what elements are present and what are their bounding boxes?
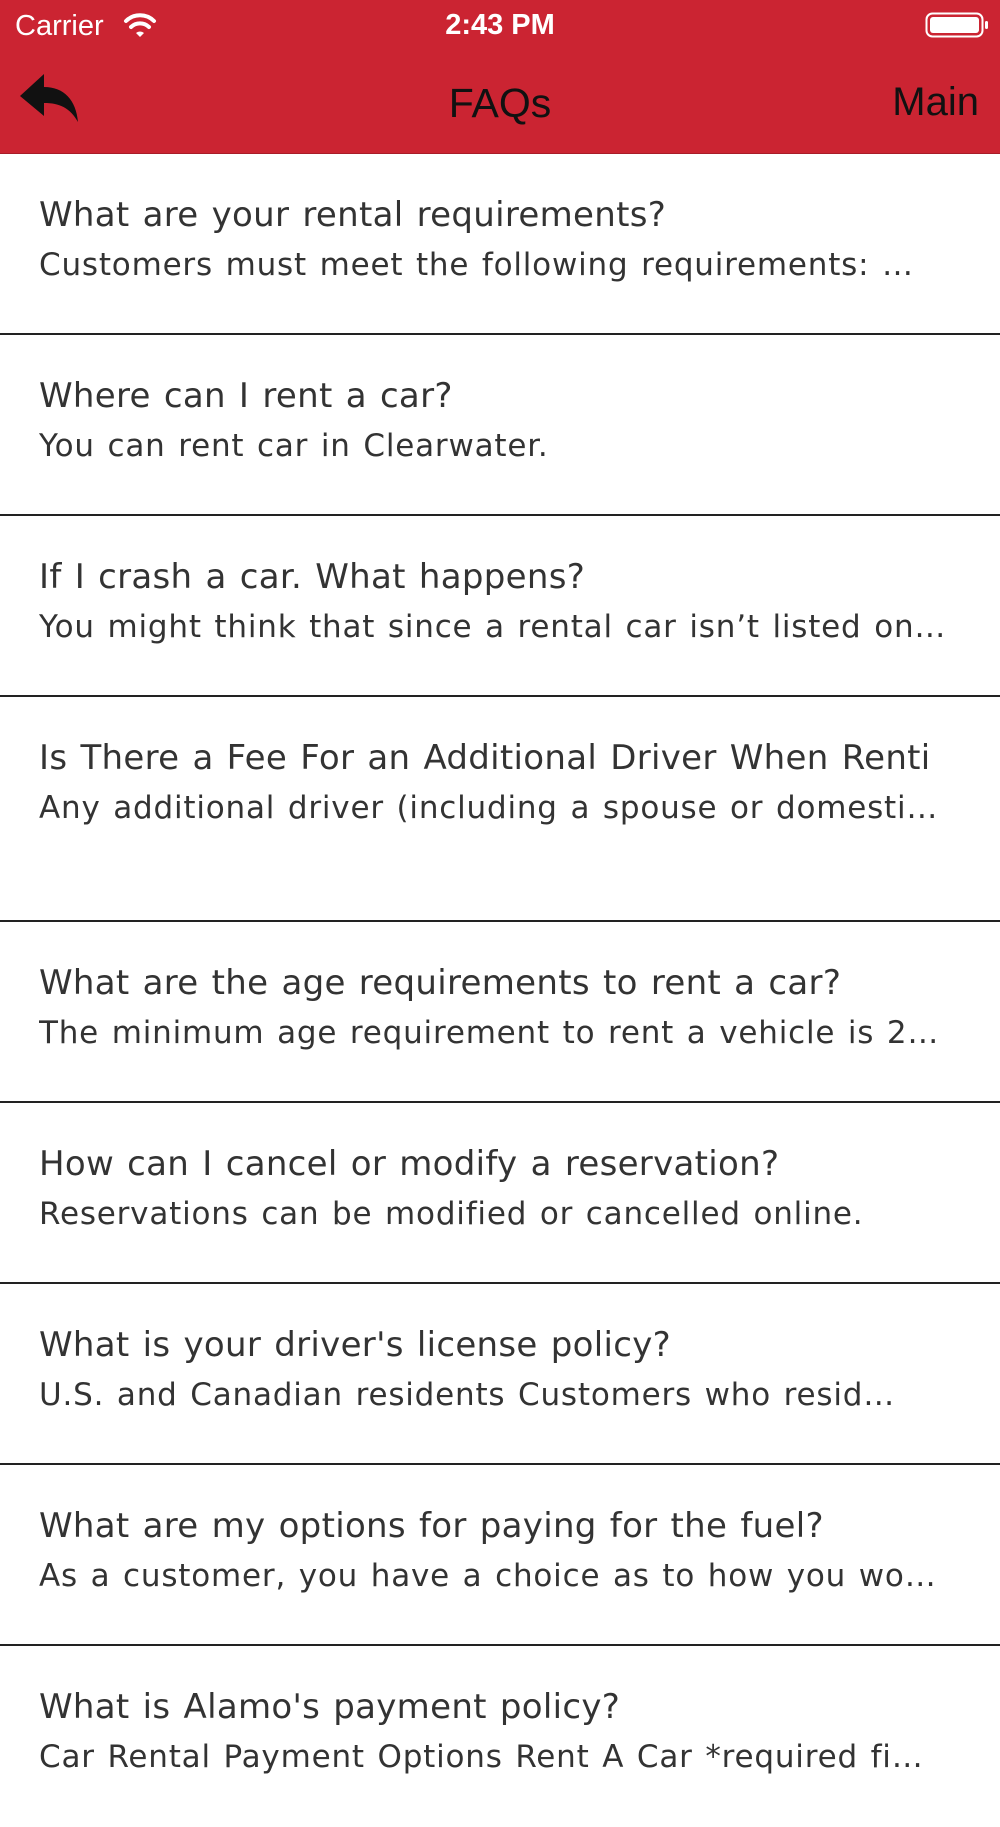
faq-answer-preview: U.S. and Canadian residents Customers who resid… [39, 1377, 896, 1413]
battery-full-icon [925, 12, 989, 38]
faq-answer-preview: As a customer, you have a choice as to how you wo… [39, 1558, 937, 1594]
faq-question: If I crash a car. What happens? [39, 557, 586, 597]
status-bar [0, 0, 1000, 52]
navigation-header [0, 0, 1000, 154]
faq-answer-preview: Car Rental Payment Options Rent A Car *required fi… [39, 1739, 924, 1775]
faq-answer-preview: Reservations can be modified or cancelled online. [39, 1196, 864, 1232]
faq-question: Is There a Fee For an Additional Driver When Renti [39, 738, 931, 778]
back-button[interactable] [14, 70, 86, 130]
faq-answer-preview: Customers must meet the following requirements: … [39, 247, 914, 283]
faq-item[interactable] [0, 335, 1000, 516]
faq-answer-preview: The minimum age requirement to rent a vehicle is 2… [39, 1015, 940, 1051]
faq-answer-preview: Any additional driver (including a spouse or domesti… [39, 790, 939, 826]
status-time: 2:43 PM [445, 9, 555, 41]
faq-question: What is your driver's license policy? [39, 1325, 671, 1365]
faq-item[interactable] [0, 1103, 1000, 1284]
reply-back-arrow-icon [14, 70, 86, 130]
faq-item[interactable] [0, 154, 1000, 335]
faq-question: How can I cancel or modify a reservation? [39, 1144, 780, 1184]
faq-answer-preview: You might think that since a rental car isn’t listed on… [39, 609, 947, 645]
faq-question: What are my options for paying for the fuel? [39, 1506, 824, 1546]
faq-list [0, 154, 1000, 1827]
faq-question: Where can I rent a car? [39, 376, 453, 416]
faq-item[interactable] [0, 1646, 1000, 1827]
faq-item[interactable] [0, 1465, 1000, 1646]
faq-item[interactable] [0, 697, 1000, 922]
main-button[interactable]: Main [892, 80, 979, 124]
faq-answer-preview: You can rent car in Clearwater. [39, 428, 549, 464]
faq-question: What are the age requirements to rent a car? [39, 963, 842, 1003]
faq-item[interactable] [0, 1284, 1000, 1465]
faq-item[interactable] [0, 516, 1000, 697]
faq-question: What are your rental requirements? [39, 195, 667, 235]
carrier-label: Carrier [15, 10, 104, 42]
page-title: FAQs [448, 80, 552, 126]
faq-item[interactable] [0, 922, 1000, 1103]
faq-question: What is Alamo's payment policy? [39, 1687, 621, 1727]
